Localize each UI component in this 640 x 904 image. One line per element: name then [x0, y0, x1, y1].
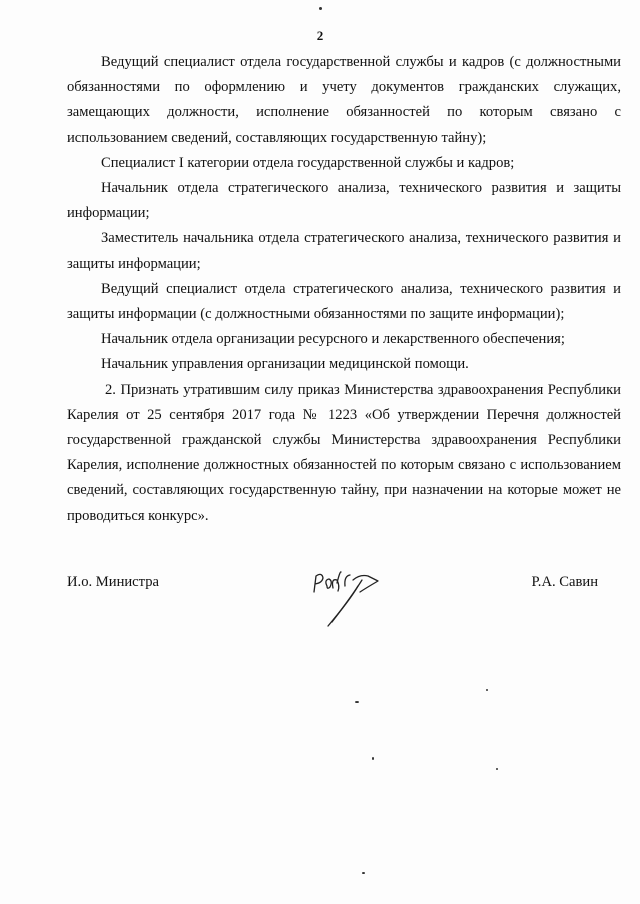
- scan-speck: [486, 689, 488, 691]
- handwritten-signature-icon: [300, 566, 400, 636]
- paragraph-7: Начальник управления организации медицинской помощи.: [101, 356, 469, 373]
- paragraph-5: Ведущий специалист отдела стратегического анализа, технического развития и защиты информации (с должностными обязанностями по защите информации);: [67, 280, 621, 323]
- paragraph-3: Начальник отдела стратегического анализа, технического развития и защиты информации;: [67, 180, 621, 222]
- page-number: 2: [316, 28, 324, 43]
- paragraph-6: Начальник отдела организации ресурсного и лекарственного обеспечения;: [101, 331, 565, 348]
- scan-speck: [496, 768, 498, 770]
- paragraph-2: Специалист I категории отдела государственной службы и кадров;: [101, 154, 515, 171]
- signatory-name: Р.А. Савин: [531, 574, 598, 590]
- paragraph-1: Ведущий специалист отдела государственной службы и кадров (с должностными обязанностями по оформлению и учету документов гражданских служащих, замещающих должности, исполнение обязанностей по которым связано с использованием сведений, составляющих государственную тайну);: [67, 54, 621, 146]
- scan-speck: [319, 7, 322, 10]
- paragraph-4: Заместитель начальника отдела стратегического анализа, технического развития и защиты информации;: [67, 230, 621, 272]
- scan-speck: [372, 757, 374, 760]
- scan-speck: [355, 701, 359, 703]
- document-body: [67, 50, 621, 529]
- scan-speck: [362, 872, 365, 874]
- signatory-title: И.о. Министра: [67, 574, 159, 590]
- paragraph-item-2: 2. Признать утратившим силу приказ Министерства здравоохранения Республики Карелия от 25 сентября 2017 года № 1223 «Об утверждении Перечня должностей государственной гражданской службы Министерства здравоохранения Республики Карелия, исполнение должностных обязанностей по которым связано с использованием сведений, составляющих государственную тайну, при назначении на которые может не проводиться конкурс».: [67, 381, 621, 524]
